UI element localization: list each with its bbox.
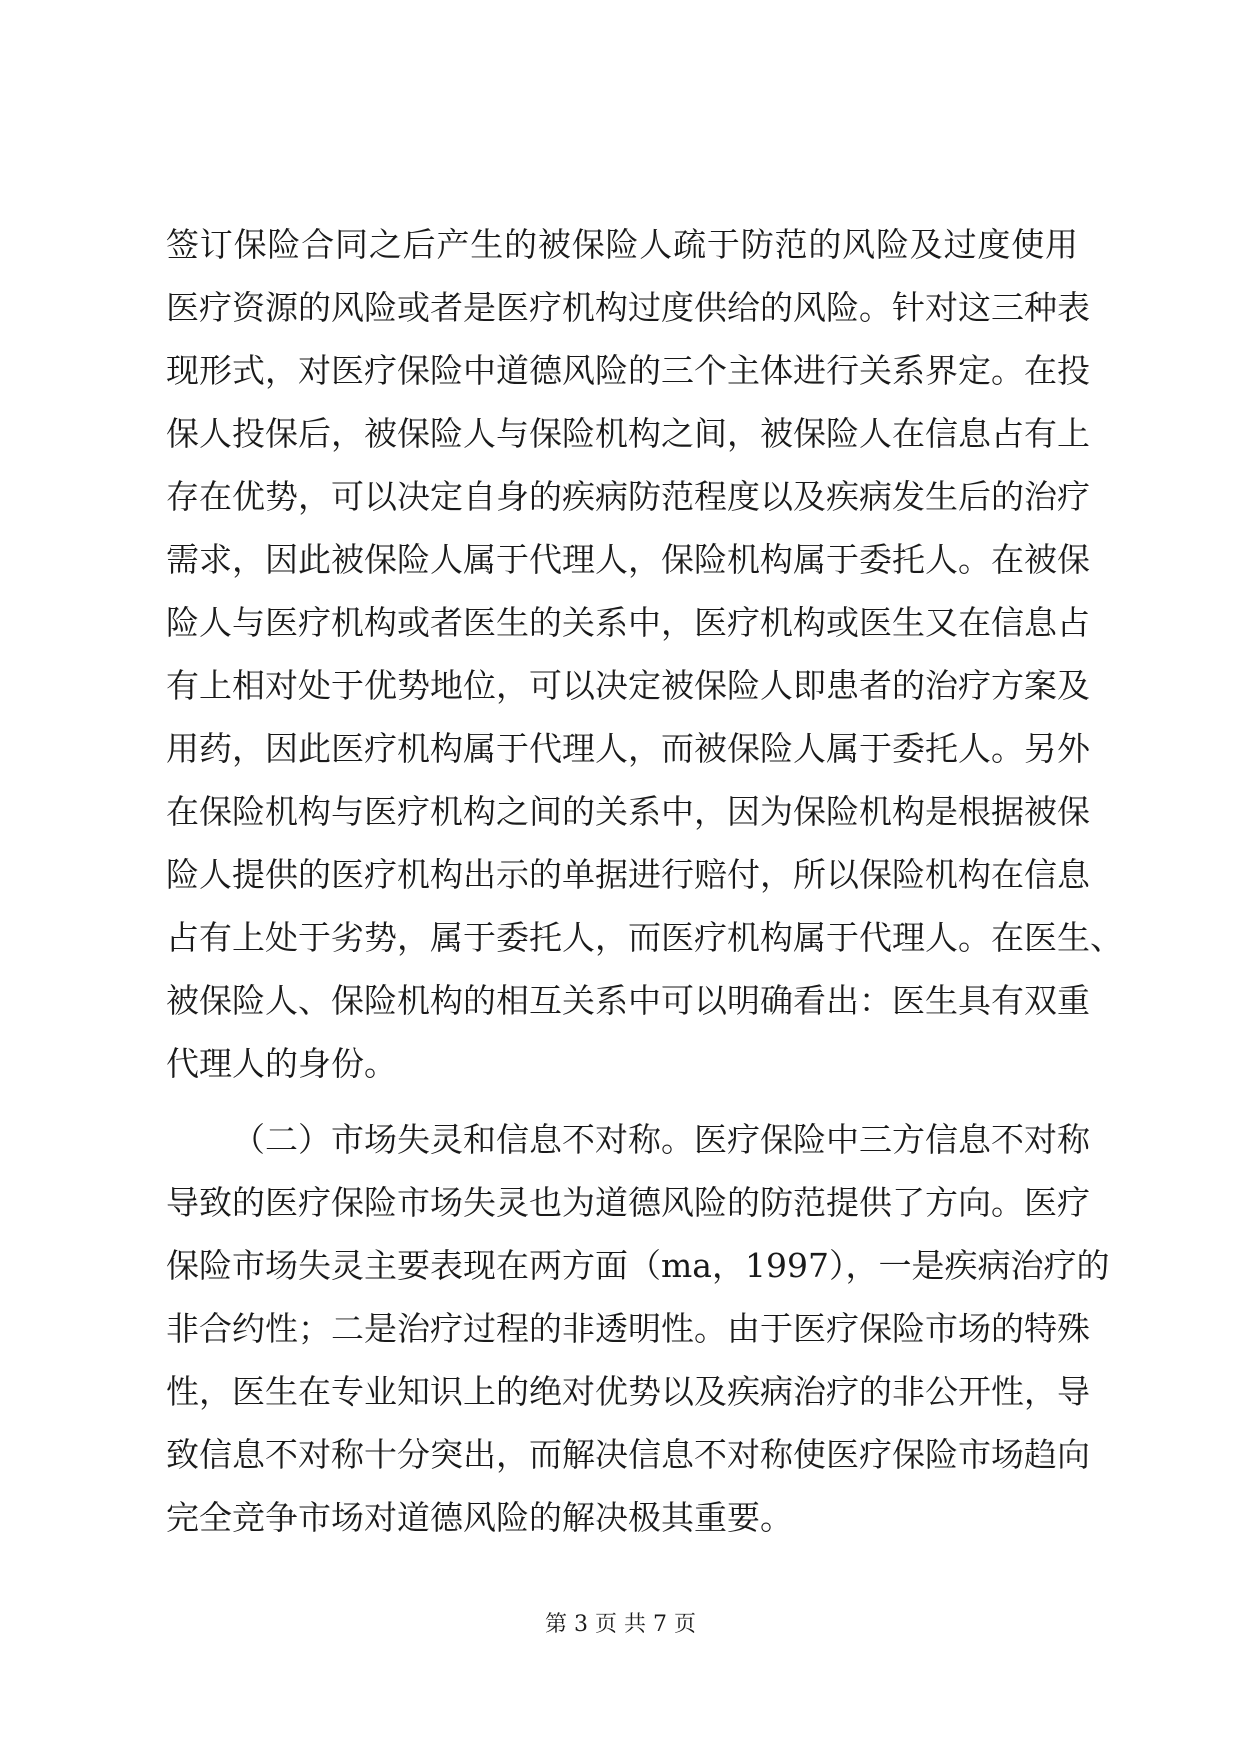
text-line: 占有上处于劣势，属于委托人，而医疗机构属于代理人。在医生、 [166, 918, 1123, 957]
text-line: 完全竞争市场对道德风险的解决极其重要。 [166, 1498, 793, 1537]
paragraph-2 [166, 1108, 1110, 1549]
text-line: 存在优势，可以决定自身的疾病防范程度以及疾病发生后的治疗 [166, 477, 1090, 516]
text-line: 性，医生在专业知识上的绝对优势以及疾病治疗的非公开性，导 [166, 1372, 1090, 1411]
text-line: 代理人的身份。 [166, 1044, 397, 1083]
text-line: 在保险机构与医疗机构之间的关系中，因为保险机构是根据被保 [166, 792, 1090, 831]
page-footer: 第 3 页 共 7 页 [545, 1612, 696, 1637]
text-line: 险人与医疗机构或者医生的关系中，医疗机构或医生又在信息占 [166, 603, 1090, 642]
text-line: 保人投保后，被保险人与保险机构之间，被保险人在信息占有上 [166, 414, 1090, 453]
paragraph-gap [166, 1095, 1078, 1108]
text-line: 保险市场失灵主要表现在两方面（ma，1997），一是疾病治疗的 [166, 1246, 1110, 1285]
text-line: 有上相对处于优势地位，可以决定被保险人即患者的治疗方案及 [166, 666, 1090, 705]
text-line: 险人提供的医疗机构出示的单据进行赔付，所以保险机构在信息 [166, 855, 1090, 894]
text-line: 用药，因此医疗机构属于代理人，而被保险人属于委托人。另外 [166, 729, 1090, 768]
text-line: 被保险人、保险机构的相互关系中可以明确看出：医生具有双重 [166, 981, 1090, 1020]
text-line: 导致的医疗保险市场失灵也为道德风险的防范提供了方向。医疗 [166, 1183, 1090, 1222]
text-line: （二）市场失灵和信息不对称。医疗保险中三方信息不对称 [232, 1120, 1090, 1159]
document-body [166, 213, 1123, 1549]
text-line: 需求，因此被保险人属于代理人，保险机构属于委托人。在被保 [166, 540, 1090, 579]
text-line: 医疗资源的风险或者是医疗机构过度供给的风险。针对这三种表 [166, 288, 1090, 327]
text-line: 致信息不对称十分突出，而解决信息不对称使医疗保险市场趋向 [166, 1435, 1090, 1474]
text-line: 签订保险合同之后产生的被保险人疏于防范的风险及过度使用 [166, 225, 1078, 264]
paragraph-1 [166, 213, 1123, 1095]
text-line: 现形式，对医疗保险中道德风险的三个主体进行关系界定。在投 [166, 351, 1090, 390]
text-line: 非合约性；二是治疗过程的非透明性。由于医疗保险市场的特殊 [166, 1309, 1090, 1348]
